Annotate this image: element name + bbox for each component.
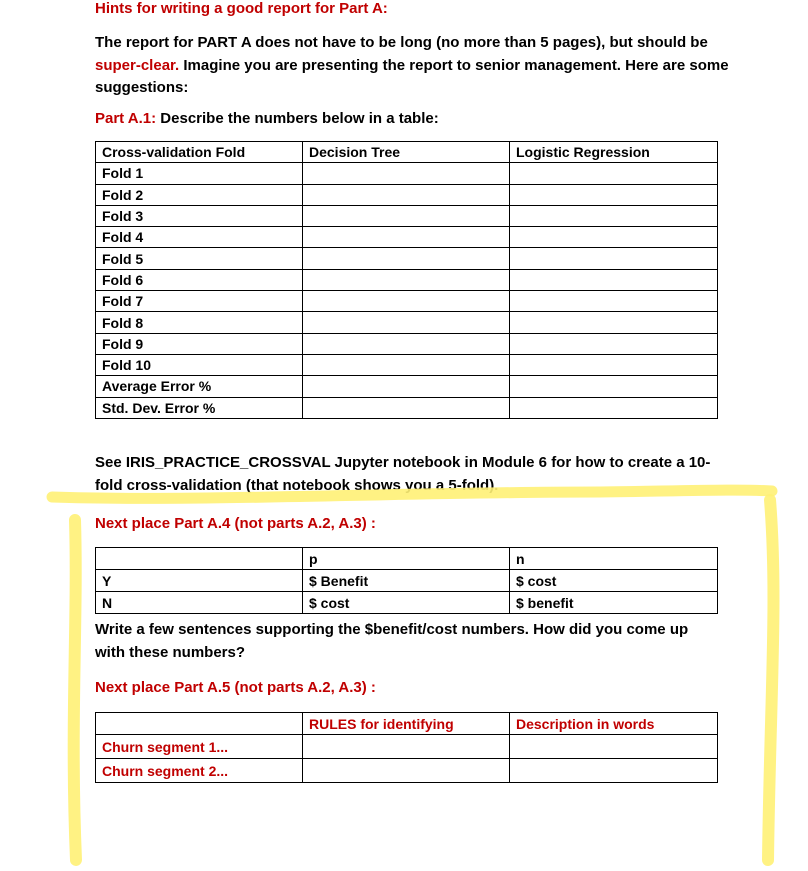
table-row: [96, 248, 718, 269]
empty-cell: [303, 376, 510, 397]
part-a1-label: Part A.1:: [95, 110, 157, 127]
table-row: [96, 570, 718, 592]
table-row: [96, 354, 718, 375]
header-cell: Decision Tree: [303, 142, 510, 163]
table-cell: $ benefit: [510, 592, 718, 614]
table-row: [96, 227, 718, 248]
intro-text-after: Imagine you are presenting the report to senior management. Here are some suggestions:: [95, 56, 729, 96]
row-label: Average Error %: [96, 376, 303, 397]
header-cell: Logistic Regression: [510, 142, 718, 163]
table-row: [96, 269, 718, 290]
empty-cell: [303, 248, 510, 269]
intro-highlight: super-clear.: [95, 56, 180, 74]
row-label: Fold 6: [96, 269, 303, 290]
empty-cell: [510, 397, 718, 418]
table-header-row: [96, 713, 718, 735]
row-label: Fold 1: [96, 163, 303, 184]
empty-cell: [510, 227, 718, 248]
write-note: Write a few sentences supporting the $benefit/cost numbers. How did you come up with these numbers?: [95, 621, 689, 661]
part-a1-text: Describe the numbers below in a table:: [156, 110, 439, 127]
empty-cell: [303, 354, 510, 375]
empty-cell: [303, 184, 510, 205]
row-label: Fold 5: [96, 248, 303, 269]
row-label: Fold 2: [96, 184, 303, 205]
row-label: Fold 7: [96, 291, 303, 312]
header-cell: [96, 713, 303, 735]
table-row: [96, 759, 718, 783]
empty-cell: [510, 291, 718, 312]
see-note: See IRIS_PRACTICE_CROSSVAL Jupyter notebook in Module 6 for how to create a 10-fold cross-validation (that notebook shows you a 5-fold).: [95, 454, 711, 494]
empty-cell: [510, 248, 718, 269]
benefit-cost-table: [95, 547, 718, 614]
row-label: Fold 3: [96, 205, 303, 226]
intro-text-before: The report for PART A does not have to be long (no more than 5 pages), but should be: [95, 34, 708, 51]
header-cell: Cross-validation Fold: [96, 142, 303, 163]
row-label: N: [96, 592, 303, 614]
empty-cell: [303, 759, 510, 783]
part-a5-heading: Next place Part A.5 (not parts A.2, A.3) :: [95, 679, 376, 696]
row-label: Fold 9: [96, 333, 303, 354]
row-label: Fold 4: [96, 227, 303, 248]
header-cell: p: [303, 548, 510, 570]
header-cell: Description in words: [510, 713, 718, 735]
empty-cell: [303, 735, 510, 759]
empty-cell: [510, 735, 718, 759]
row-label: Churn segment 1...: [96, 735, 303, 759]
table-cell: $ cost: [303, 592, 510, 614]
empty-cell: [510, 312, 718, 333]
header-cell: [96, 548, 303, 570]
table-row: [96, 205, 718, 226]
table-row: [96, 397, 718, 418]
header-cell: n: [510, 548, 718, 570]
empty-cell: [510, 333, 718, 354]
empty-cell: [510, 184, 718, 205]
row-label: Churn segment 2...: [96, 759, 303, 783]
table-header-row: [96, 548, 718, 570]
empty-cell: [303, 163, 510, 184]
table-row: [96, 184, 718, 205]
empty-cell: [510, 205, 718, 226]
empty-cell: [303, 397, 510, 418]
table-row: [96, 333, 718, 354]
table-cell: $ cost: [510, 570, 718, 592]
empty-cell: [303, 269, 510, 290]
page-heading: Hints for writing a good report for Part A:: [95, 0, 388, 17]
table-row: [96, 312, 718, 333]
row-label: Std. Dev. Error %: [96, 397, 303, 418]
table-row: [96, 376, 718, 397]
table-row: [96, 163, 718, 184]
table-row: [96, 291, 718, 312]
empty-cell: [303, 333, 510, 354]
table-row: [96, 735, 718, 759]
table-cell: $ Benefit: [303, 570, 510, 592]
churn-segment-table: [95, 712, 718, 783]
part-a1-line: [95, 110, 439, 127]
empty-cell: [303, 312, 510, 333]
intro-paragraph: [95, 32, 735, 100]
table-header-row: [96, 142, 718, 163]
header-cell: RULES for identifying: [303, 713, 510, 735]
empty-cell: [510, 376, 718, 397]
empty-cell: [303, 291, 510, 312]
empty-cell: [510, 759, 718, 783]
empty-cell: [510, 354, 718, 375]
cross-validation-table: [95, 141, 718, 419]
empty-cell: [303, 227, 510, 248]
empty-cell: [510, 163, 718, 184]
table-row: [96, 592, 718, 614]
row-label: Fold 8: [96, 312, 303, 333]
row-label: Fold 10: [96, 354, 303, 375]
row-label: Y: [96, 570, 303, 592]
part-a4-heading: Next place Part A.4 (not parts A.2, A.3) :: [95, 515, 376, 532]
empty-cell: [303, 205, 510, 226]
empty-cell: [510, 269, 718, 290]
